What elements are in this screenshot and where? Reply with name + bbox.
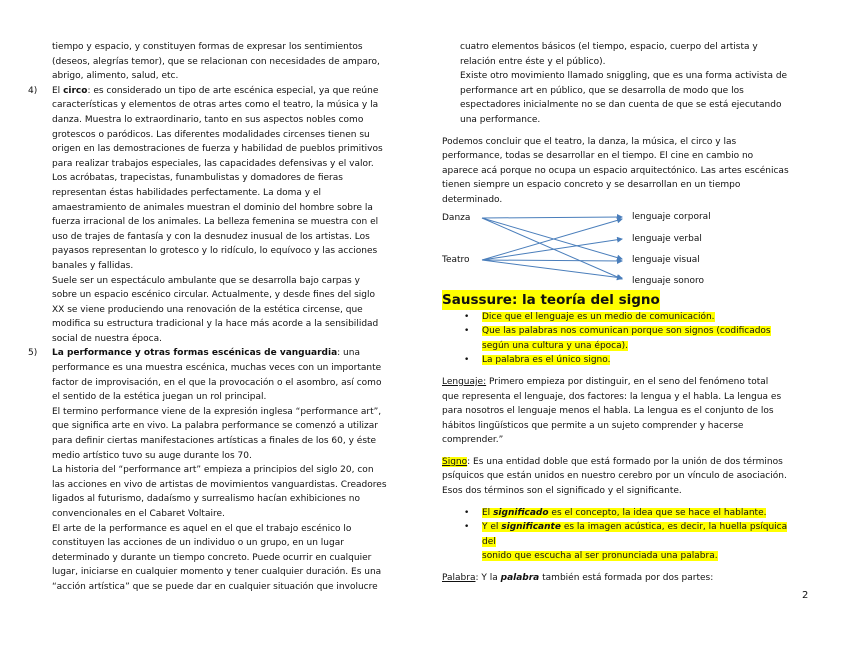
bullet-list-lenguaje [442,310,794,368]
text-line: payasos representan lo grotesco y lo ridículo, lo equívoco y las acciones [52,246,378,257]
text-line: lugar, iniciarse en cualquier momento y tener cualquier duración. Es una [52,567,382,578]
diagram-label-sonoro: lenguaje sonoro [632,275,704,286]
text-line: el sentido de la estética juegan un rol principal. [52,392,267,403]
text-line: Podemos concluir que el teatro, la danza, la música, el circo y las [442,136,737,147]
text-line: Esos dos términos son el significado y el significante. [442,486,682,497]
text-span: Primero empieza por distinguir, en el seno del fenómeno total [486,376,769,387]
term-significante: significante [501,522,561,533]
arts-language-diagram [442,208,794,288]
text-line: abrigo, alimento, salud, etc. [52,71,179,82]
text-line: espectadores inicialmente no se dan cuenta de que se está ejecutando [460,100,782,111]
text-span: : Es una entidad doble que está formado por la unión de dos términos [467,456,783,467]
bullet-icon: • [464,326,470,337]
list-item [464,520,794,564]
text-line: para nosotros el lenguaje menos el habla. La lengua es el conjunto de los [442,406,774,417]
text-line: performance, todas se desarrollar en el tiempo. El cine en cambio no [442,151,754,162]
section-heading: Saussure: la teoría del signo [442,291,660,308]
text-line: El arte de la performance es aquel en el que el trabajo escénico lo [52,523,352,534]
diagram-label-verbal: lenguaje verbal [632,233,702,244]
text-line: social de nuestra época. [52,333,162,344]
right-continuation [442,40,794,128]
list-item [464,310,794,325]
bullet-icon: • [464,507,470,518]
list-item-circo [28,84,410,347]
text-span: también está formada por dos partes: [539,573,714,584]
text-line: medio artístico tuvo su auge durante los 70. [52,450,252,461]
term-circo: circo [63,85,88,96]
list-item [464,324,794,353]
text-line [52,346,410,361]
text-span: Y el [482,522,502,533]
left-continuation [28,40,410,84]
right-column [442,40,794,586]
diagram-label-corporal: lenguaje corporal [632,211,711,222]
text-line: Suele ser un espectáculo ambulante que se desarrolla bajo carpas y [52,275,360,286]
text-line: La historia del “performance art” empieza a principios del siglo 20, con [52,465,374,476]
text-line: representan éstas habilidades perfectamente. La doma y el [52,187,322,198]
text-span: según una cultura y una época). [482,340,629,351]
text-line: que representa el lenguaje, dos factores: la lengua y el habla. La lengua es [442,391,782,402]
text-line: danza. Muestra lo extraordinario, tanto en sus aspectos nobles como [52,114,364,125]
lenguaje-paragraph [442,375,794,448]
text-line: constituyen las acciones de un individuo o un grupo, en un lugar [52,538,344,549]
text-line: amaestramiento de animales muestran el dominio del hombre sobre la [52,202,373,213]
text-line [52,84,410,99]
text-line: psíquicos que están unidos en nuestro cerebro por un vínculo de asociación. [442,471,787,482]
palabra-paragraph [442,571,794,586]
text-line: relación entre éste y el público). [460,56,606,67]
term-lenguaje-label: Lenguaje: [442,376,487,387]
term-palabra: palabra [500,573,540,584]
text-line: para definir ciertas manifestaciones artísticas a finales de los 60, y éste [52,436,377,447]
text-line: Los acróbatas, trapecistas, funambulistas y domadores de fieras [52,173,343,184]
term-performance: La performance y otras formas escénicas de vanguardia [52,348,338,359]
text-line: las acciones en vivo de artistas de movimientos vanguardistas. Creadores [52,479,387,490]
text-span: Dice que el lenguaje es un medio de comunicación. [482,311,715,322]
page-number: 2 [802,590,809,601]
text-line: que significa arte en vivo. La palabra performance se comenzó a utilizar [52,421,378,432]
diagram-label-teatro: Teatro [442,254,470,265]
text-line: sobre un espacio escénico circular. Actualmente, y desde fines del siglo [52,290,376,301]
diagram-label-visual: lenguaje visual [632,254,700,265]
text-span: Que las palabras nos comunican porque son signos (codificados [482,326,771,337]
text-line: (deseos, alegrías temor), que se relacionan con necesidades de amparo, [52,56,380,67]
text-line: aparece acá porque no ocupa un espacio arquitectónico. Las artes escénicas [442,165,789,176]
text-span: es la imagen acústica, es decir, la huella psíquica del [482,522,788,547]
text-line: performance es una muestra escénica, muchas veces con un importante [52,363,382,374]
diagram-label-danza: Danza [442,212,471,223]
signo-paragraph [442,455,794,499]
text-line: fuerza irracional de los animales. La belleza femenina se muestra con el [52,217,379,228]
text-line: determinado y durante un tiempo concreto. Puede ocurrir en cualquier [52,552,372,563]
text-line [442,455,794,470]
bullet-icon: • [464,355,470,366]
text-span [482,522,787,547]
text-line: una performance. [460,114,541,125]
text-line: El termino performance viene de la expresión inglesa “performance art”, [52,406,382,417]
bullet-icon: • [464,522,470,533]
diagram-arrows [442,208,794,288]
text-span: La palabra es el único signo. [482,355,611,366]
bullet-list-signo [442,506,794,564]
text-span: El [52,85,64,96]
text-line: tienen siempre un espacio concreto y se desarrollan en un tiempo [442,180,741,191]
arrow-teatro-verbal [482,239,622,260]
text-line: comprender.” [442,435,504,446]
arrow-danza-corporal [482,217,622,218]
text-line: ligados al futurismo, dadaísmo y surrealismo hacían exhibiciones no [52,494,360,505]
text-line: características y elementos de otras artes como el teatro, la música y la [52,100,379,111]
text-line: cuatro elementos básicos (el tiempo, espacio, cuerpo del artista y [460,42,758,52]
arrow-teatro-visual [482,260,622,261]
text-line: determinado. [442,194,503,205]
text-span: : Y la [475,573,501,584]
text-line: grotescos o paródicos. Las diferentes modalidades circenses tienen su [52,129,370,140]
text-line: tiempo y espacio, y constituyen formas de expresar los sentimientos [52,42,363,52]
list-item-performance [28,346,410,594]
text-span: es el concepto, la idea que se hace el hablante. [548,507,767,518]
arrow-teatro-sonoro [482,260,622,278]
term-significado: significado [493,507,549,518]
text-line: XX se viene produciendo una renovación de la estética circense, que [52,304,363,315]
text-line: “acción artística” que se puede dar en cualquier situación que involucre [52,581,378,592]
text-line: Existe otro movimiento llamado sniggling, que es una forma activista de [460,71,788,82]
text-span: : una [337,348,360,359]
text-line: hábitos lingüísticos que permite a un sujeto comprender y hacerse [442,420,744,431]
arrow-danza-visual [482,218,622,259]
term-signo-label: Signo [442,456,468,467]
text-line: performance art en público, que se desarrolla de modo que los [460,85,744,96]
text-line: origen en las demostraciones de fuerza y habilidad de pueblos primitivos [52,144,383,155]
text-line: modifica su estructura tradicional y la hace más acorde a la sensibilidad [52,319,379,330]
text-line: uso de trajes de fantasía y con la desnudez inusual de los artistas. Los [52,231,370,242]
text-line: convencionales en el Cabaret Voltaire. [52,509,225,519]
text-line: para realizar trabajos especiales, las capacidades defensivas y el valor. [52,158,374,169]
arrow-teatro-corporal [482,219,622,260]
left-column [28,40,410,595]
text-span: : es considerado un tipo de arte escénica especial, ya que reúne [87,85,379,96]
text-span: sonido que escucha al ser pronunciada una palabra. [482,551,718,562]
text-line [442,375,794,390]
term-palabra-label: Palabra [442,573,476,584]
text-line: banales y fallidas. [52,260,134,271]
text-span: El [482,507,494,518]
arrow-danza-sonoro [482,218,622,279]
list-item [464,506,794,521]
item-number: 5) [28,348,38,359]
conclusion-paragraph [442,135,794,208]
text-span [482,508,766,518]
list-item [464,353,794,368]
item-number: 4) [28,85,38,96]
text-line: factor de improvisación, en el que la provocación o el asombro, así como [52,377,382,388]
bullet-icon: • [464,311,470,322]
